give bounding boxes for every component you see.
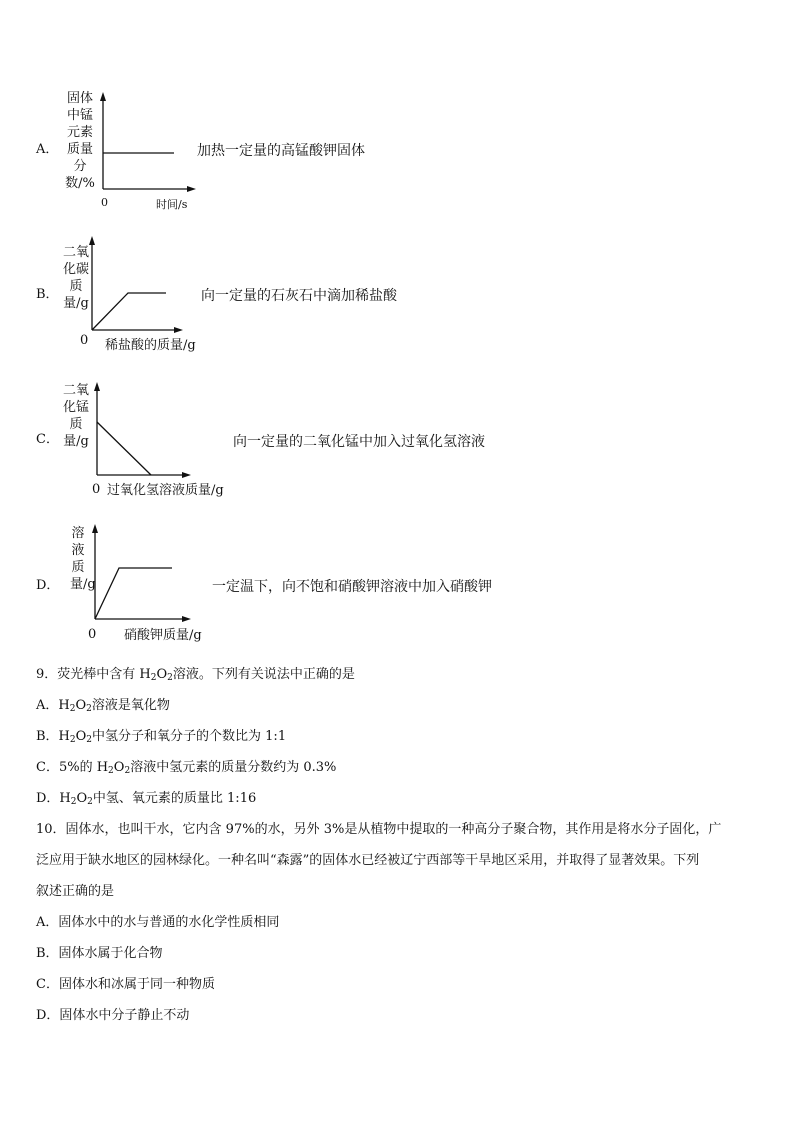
graph-b-description: 向一定量的石灰石中滴加稀盐酸 bbox=[201, 288, 397, 304]
q10-stem-line-1: 10．固体水，也叫干水，它内含 97%的水，另外 3%是从植物中提取的一种高分子聚合物，其作用是将水分子固化，广 bbox=[36, 822, 722, 837]
option-a-label: A． bbox=[36, 142, 59, 157]
graph-a-origin: 0 bbox=[101, 196, 108, 209]
q10-stem-line-3: 叙述正确的是 bbox=[36, 884, 115, 899]
graph-c-xlabel: 过氧化氢溶液质量/g bbox=[107, 483, 224, 498]
graph-b-origin: 0 bbox=[80, 333, 89, 348]
q9-option-b: B．$H_2O_2$中氢分子和氧分子的个数比为 1:1 bbox=[36, 729, 287, 745]
option-c-label: C． bbox=[36, 432, 59, 447]
graph-d-description: 一定温下，向不饱和硝酸钾溶液中加入硝酸钾 bbox=[212, 579, 492, 595]
graph-d-origin: 0 bbox=[88, 627, 97, 642]
q9-option-d: D．$H_2O_2$中氢、氧元素的质量比 1:16 bbox=[36, 791, 257, 807]
q9-stem: 9．荧光棒中含有 $H_2O_2$溶液。下列有关说法中正确的是 bbox=[36, 667, 355, 683]
q10-option-d: D．固体水中分子静止不动 bbox=[36, 1008, 190, 1023]
graph-b-xlabel: 稀盐酸的质量/g bbox=[105, 338, 196, 353]
graph-c-ylabel: 二氧化锰质量/g bbox=[62, 383, 89, 449]
graph-a-xlabel: 时间/s bbox=[156, 198, 188, 211]
q10-option-a: A．固体水中的水与普通的水化学性质相同 bbox=[36, 915, 280, 930]
graph-d-ylabel: 溶液质量/g bbox=[70, 526, 96, 592]
q10-stem-line-2: 泛应用于缺水地区的园林绿化。一种名叫“森露”的固体水已经被辽宁西部等干旱地区采用，并取得了显著效果。下列 bbox=[36, 853, 700, 868]
q10-option-b: B．固体水属于化合物 bbox=[36, 946, 163, 961]
q9-option-a: A．$H_2O_2$溶液是氧化物 bbox=[36, 698, 170, 714]
option-d-label: D． bbox=[36, 578, 60, 593]
q10-option-c: C．固体水和冰属于同一种物质 bbox=[36, 977, 215, 992]
graph-a-ylabel: 固体中锰元素质量分数/% bbox=[65, 91, 95, 191]
option-b-label: B． bbox=[36, 287, 59, 302]
graph-c-description: 向一定量的二氧化锰中加入过氧化氢溶液 bbox=[233, 434, 485, 450]
graph-d-curve bbox=[95, 568, 172, 619]
graph-b-ylabel: 二氧化碳质量/g bbox=[62, 245, 89, 311]
q9-option-c: C．5%的 $H_2O_2$溶液中氢元素的质量分数约为 0.3% bbox=[36, 760, 337, 776]
graph-c-origin: 0 bbox=[92, 482, 101, 497]
graph-a-description: 加热一定量的高锰酸钾固体 bbox=[197, 143, 365, 159]
graph-d-xlabel: 硝酸钾质量/g bbox=[124, 628, 202, 643]
